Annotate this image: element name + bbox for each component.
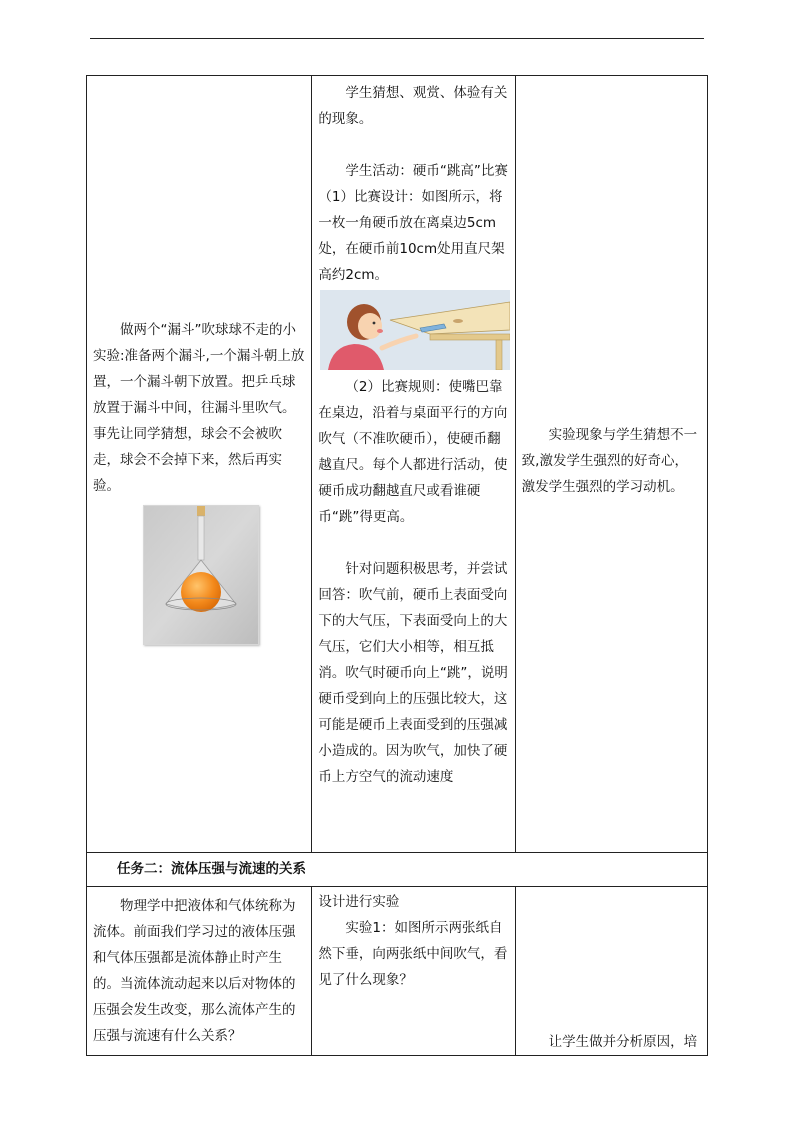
funnel-ball-photo [143,505,259,645]
experiment-one-text: 实验1：如图所示两张纸自然下垂，向两张纸中间吹气，看见了什么现象？ [318,920,508,988]
task-two-title: 任务二：流体压强与流速的关系 [117,861,306,877]
coin-contest-design-text: 学生活动：硬币“跳高”比赛（1）比赛设计：如图所示，将一枚一角硬币放在离桌边5cm处，在硬币前10cm处用直尺架高约2cm。 [318,163,508,283]
design-intent-cell [515,76,707,853]
coin-jump-figure [320,290,510,370]
table-row [87,76,708,853]
design-intent-cell [515,887,707,1056]
student-thinking-answer-text: 针对问题积极思考，并尝试回答：吹气前，硬币上表面受向下的大气压，下表面受向上的大气压，它们大小相等，相互抵消。吹气时硬币向上“跳”，说明硬币受到向上的压强比较大，这可能是硬币上表面受到的压强减小造成的。因为吹气，加快了硬币上方空气的流动速度 [318,561,508,785]
design-intent-text: 让学生做并分析原因，培 [548,1034,698,1050]
student-activity-cell [312,76,515,853]
funnel-ball-illustration [144,506,258,644]
teacher-activity-cell [87,887,312,1056]
coin-contest-rules-text: （2）比赛规则：使嘴巴靠在桌边，沿着与桌面平行的方向吹气（不准吹硬币），使硬币翻越直尺。每个人都进行活动，使硬币成功翻越直尺或看谁硬币“跳”得更高。 [318,379,508,525]
table-row [87,853,708,887]
coin-jump-illustration [320,290,510,370]
table-row [87,887,708,1056]
design-experiment-text: 设计进行实验 [318,894,400,910]
teacher-activity-cell [87,76,312,853]
funnel-experiment-text: 做两个“漏斗”吹球球不走的小实验:准备两个漏斗,一个漏斗朝上放置，一个漏斗朝下放置。把乒乓球放置于漏斗中间，往漏斗里吹气。事先让同学猜想，球会不会被吹走，球会不会掉下来，然后再实验。 [93,322,305,494]
task-title-cell [87,853,708,887]
design-intent-text: 实验现象与学生猜想不一致,激发学生强烈的好奇心，激发学生强烈的学习动机。 [521,427,698,495]
student-guess-text: 学生猜想、观赏、体验有关的现象。 [318,85,508,127]
header-rule [90,38,704,39]
student-activity-cell [312,887,515,1056]
lesson-plan-table [86,75,708,1056]
fluid-intro-text: 物理学中把液体和气体统称为流体。前面我们学习过的液体压强和气体压强都是流体静止时产生的。当流体流动起来以后对物体的压强会发生改变，那么流体产生的压强与流速有什么关系？ [93,898,296,1044]
